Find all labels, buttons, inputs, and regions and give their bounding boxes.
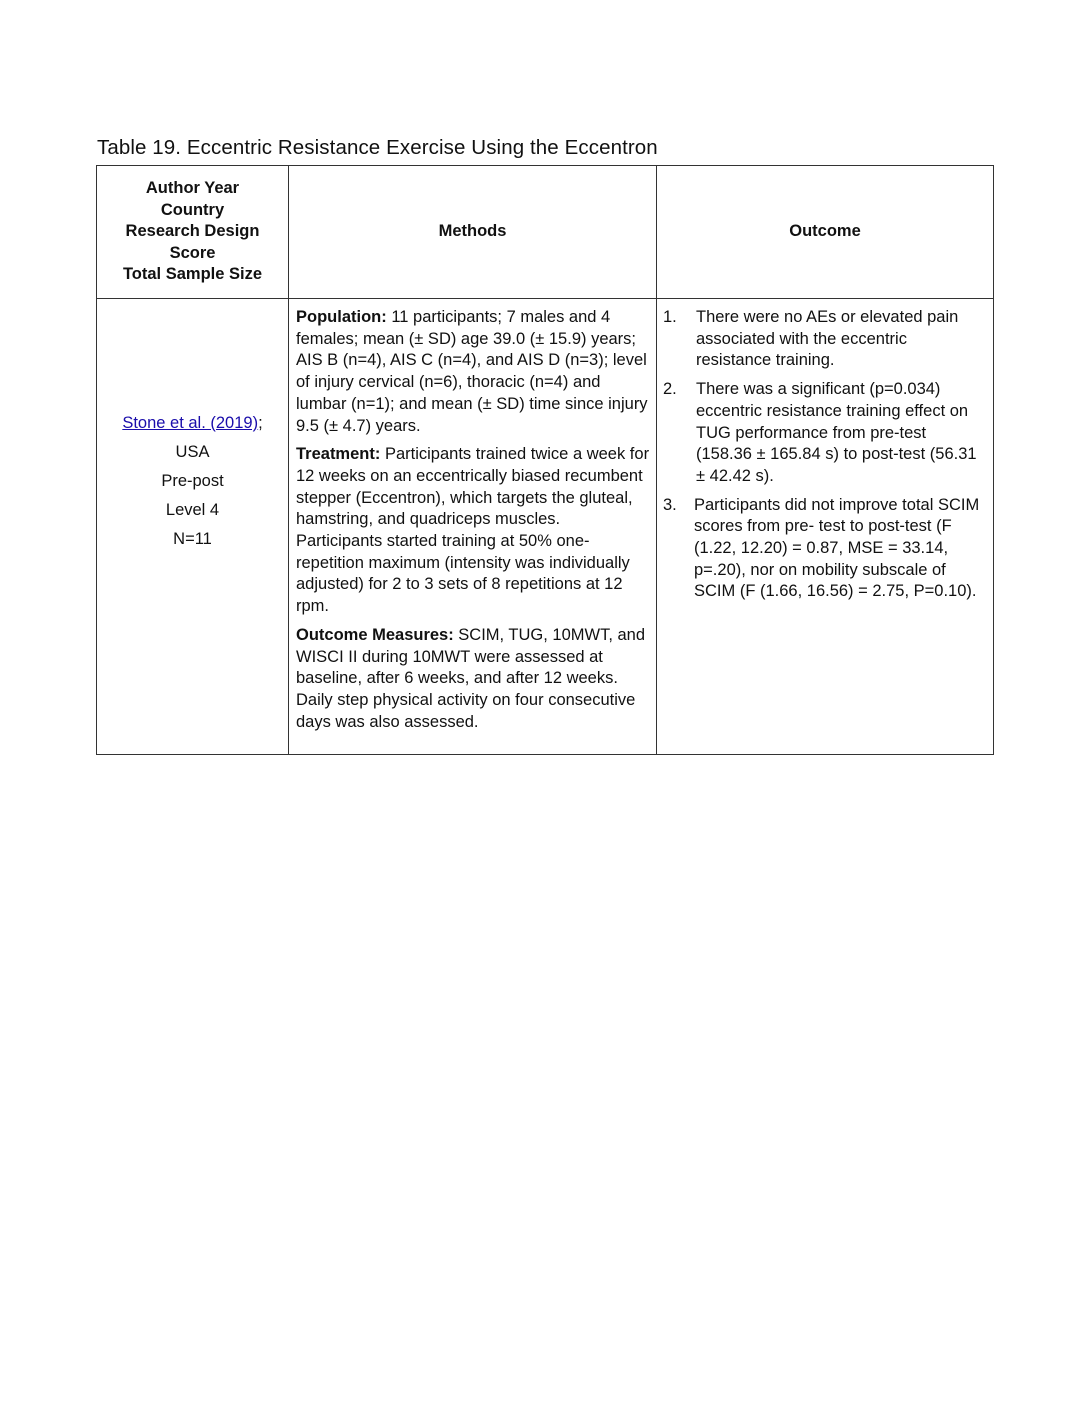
table-row [97,299,994,755]
table-caption: Table 19. Eccentric Resistance Exercise Using the Eccentron [97,136,658,159]
outcome-text: There were no AEs or elevated pain associated with the eccentric resistance training. [696,308,959,370]
header-author-year: Author Year [145,179,240,198]
evidence-table [96,165,994,755]
study-design: Pre-post [161,471,224,490]
header-score: Score [169,243,216,262]
measures-paragraph [296,625,650,734]
header-country: Country [160,200,225,219]
methods-cell [289,299,657,755]
population-label: Population: [296,308,387,326]
list-item [663,307,985,372]
study-score: Level 4 [165,500,220,519]
outcome-text: Participants did not improve total SCIM scores from pre- test to post-test (F (1.22, 12.20) = 0.87, MSE = 33.14, p=.20), nor on mobility subscale of SCIM (F (1.66, 16.56) = 2.75, P=0.10). [694,495,980,601]
list-item [663,379,985,488]
study-sample: N=11 [173,529,212,548]
header-outcome: Outcome [657,166,994,299]
outcome-number: 3. [663,495,677,514]
outcome-number: 1. [663,308,677,326]
population-text: 11 participants; 7 males and 4 females; mean (± SD) age 39.0 (± 15.9) years; AIS B (n=4), AIS C (n=4), and AIS D (n=3); level of injury cervical (n=6), thoracic (n=4) and lumbar (n=1); and mean (± SD) time since injury 9.5 (± 4.7) years. [296,308,648,435]
header-author-design [97,166,289,299]
treatment-paragraph [296,444,650,618]
study-country: USA [175,442,210,461]
list-item [663,495,985,604]
citation-suffix: ; [258,413,263,432]
outcome-number: 2. [663,380,677,399]
header-row [97,166,994,299]
population-paragraph [296,307,650,437]
treatment-label: Treatment: [296,445,381,464]
header-research-design: Research Design [125,222,260,241]
citation-link[interactable]: Stone et al. (2019) [122,413,259,432]
measures-text: SCIM, TUG, 10MWT, and WISCI II during 10MWT were assessed at baseline, after 6 weeks, and after 12 weeks. Daily step physical activity on four consecutive days was also assessed. [296,625,646,731]
outcome-text: There was a significant (p=0.034) eccentric resistance training effect on TUG performance from pre-test (158.36 ± 165.84 s) to post-test (56.31 ± 42.42 s). [696,380,977,485]
header-methods: Methods [289,166,657,299]
header-sample-size: Total Sample Size [122,265,263,284]
study-cell [97,299,289,755]
outcome-cell [657,299,994,755]
measures-label: Outcome Measures: [296,625,454,644]
treatment-text: Participants trained twice a week for 12 weeks on an eccentrically biased recumbent stepper (Eccentron), which targets the gluteal, hamstring, and quadriceps muscles. Participants started training at 50% one-repetition maximum (intensity was individually adjusted) for 2 to 3 sets of 8 repetitions at 12 rpm. [296,445,650,616]
outcome-list [663,307,985,603]
